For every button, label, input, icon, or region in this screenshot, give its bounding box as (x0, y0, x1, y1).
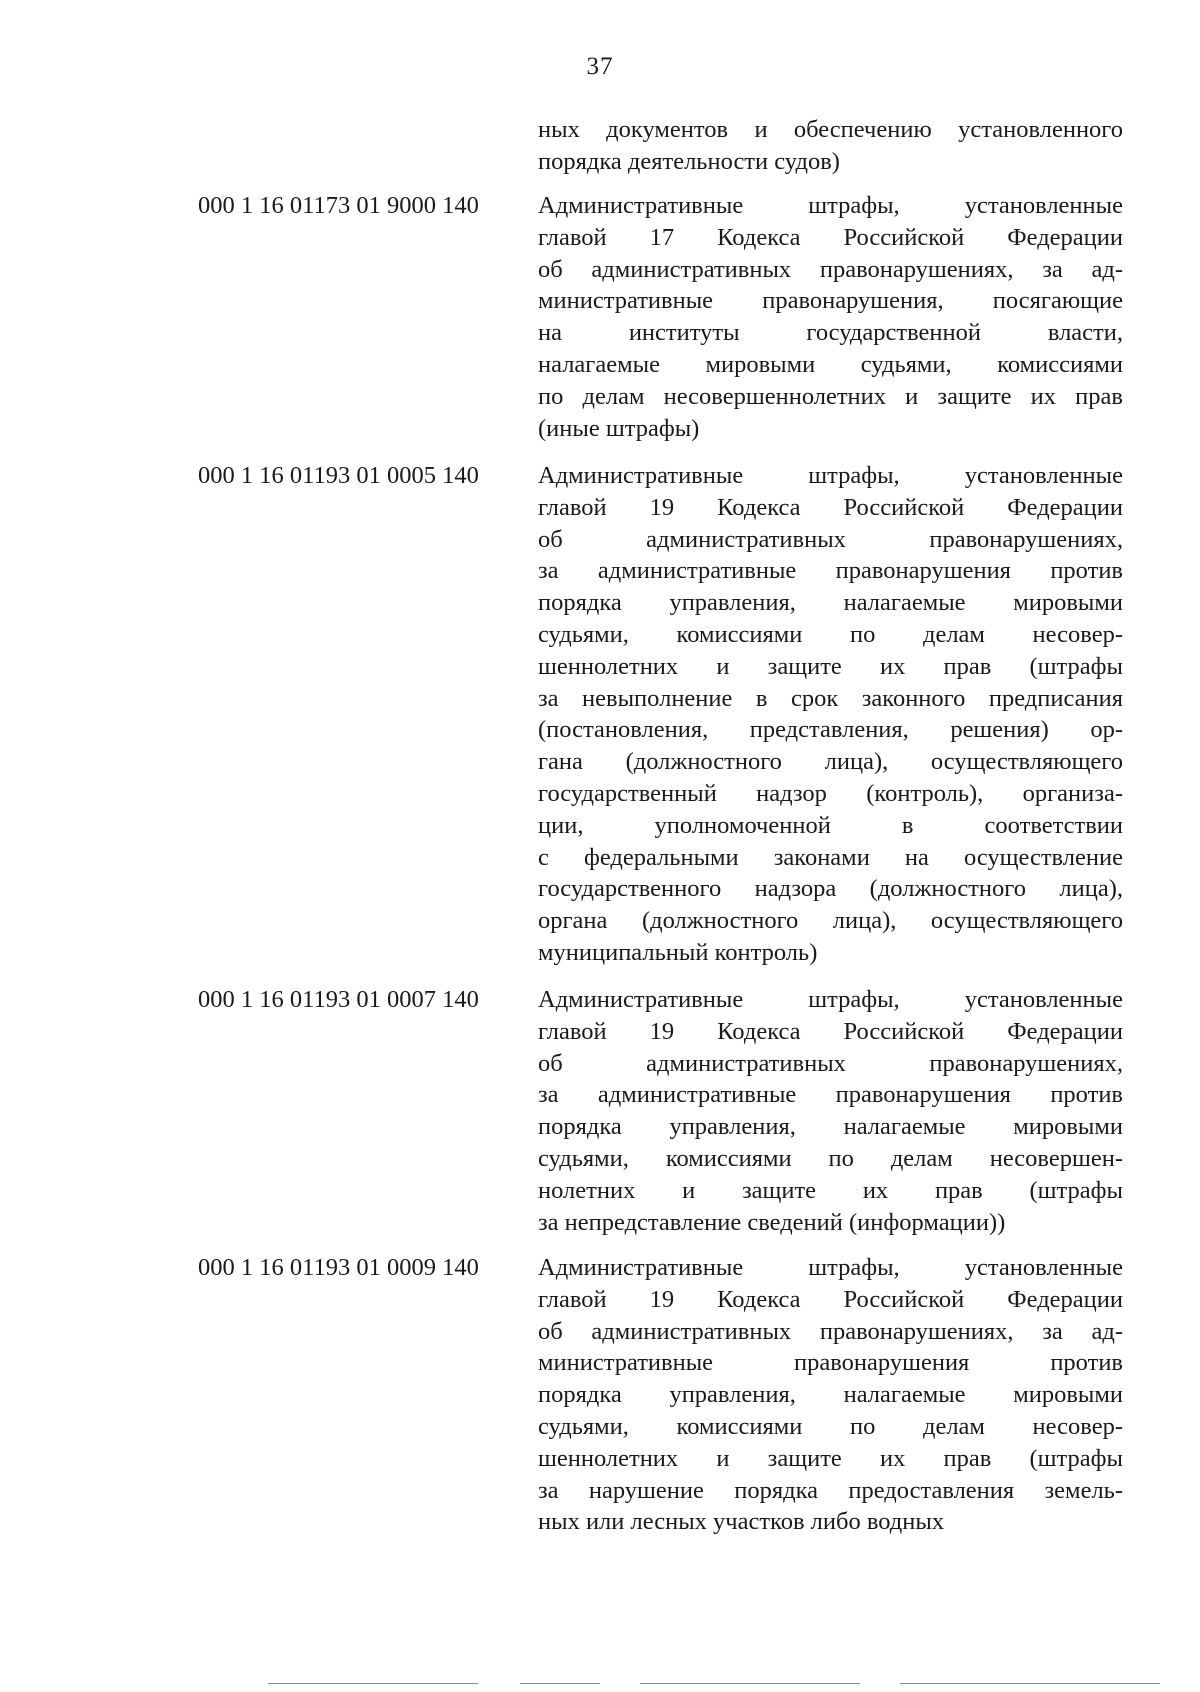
description-line: об административных правонарушениях, за ад- (538, 1317, 1123, 1345)
description-line: за административные правонарушения против (538, 557, 1123, 585)
description-line: государственный надзор (контроль), организа- (538, 779, 1123, 807)
code-description (538, 1252, 1123, 1538)
code-description (538, 190, 1123, 444)
description-line: порядка управления, налагаемые мировыми (538, 589, 1123, 617)
description-line: Административные штрафы, установленные (538, 462, 1123, 489)
scan-artifact-line (640, 1683, 860, 1684)
description-line: об административных правонарушениях, (538, 525, 1123, 553)
scan-artifact-line (268, 1683, 478, 1684)
description-line: налагаемые мировыми судьями, комиссиями (538, 350, 1123, 378)
description-line: (постановления, представления, решения) ор- (538, 716, 1123, 744)
description-line: об административных правонарушениях, (538, 1049, 1123, 1077)
description-line: об административных правонарушениях, за ад- (538, 255, 1123, 283)
budget-code: 000 1 16 01193 01 0007 140 (198, 986, 479, 1013)
description-line: на институты государственной власти, (538, 319, 1123, 347)
code-description (538, 984, 1123, 1238)
description-line: главой 19 Кодекса Российской Федерации (538, 493, 1123, 521)
description-line: муниципальный контроль) (538, 938, 818, 966)
code-description (538, 460, 1123, 969)
budget-code: 000 1 16 01193 01 0005 140 (198, 462, 479, 489)
description-line: Административные штрафы, установленные (538, 1254, 1123, 1281)
description-line: ции, уполномоченной в соответствии (538, 811, 1123, 839)
description-line: ных документов и обеспечению установленного (538, 116, 1123, 143)
description-line: Административные штрафы, установленные (538, 986, 1123, 1013)
page-number: 37 (586, 53, 614, 80)
description-line: судьями, комиссиями по делам несовер- (538, 1412, 1123, 1440)
description-line: порядка управления, налагаемые мировыми (538, 1381, 1123, 1409)
description-line: министративные правонарушения, посягающие (538, 287, 1123, 315)
description-line: министративные правонарушения против (538, 1349, 1123, 1377)
description-line: за невыполнение в срок законного предписания (538, 684, 1123, 712)
description-line: нолетних и защите их прав (штрафы (538, 1176, 1123, 1204)
description-line: гана (должностного лица), осуществляющего (538, 748, 1123, 776)
description-line: с федеральными законами на осуществление (538, 843, 1123, 871)
description-line: шеннолетних и защите их прав (штрафы (538, 652, 1123, 680)
description-line: шеннолетних и защите их прав (штрафы (538, 1444, 1123, 1472)
description-line: за административные правонарушения против (538, 1081, 1123, 1109)
description-line: ных или лесных участков либо водных (538, 1508, 945, 1536)
description-line: по делам несовершеннолетних и защите их прав (538, 382, 1123, 410)
scan-artifact-line (900, 1683, 1160, 1684)
description-line: (иные штрафы) (538, 414, 700, 442)
description-line: судьями, комиссиями по делам несовершен- (538, 1144, 1123, 1172)
description-line: порядка управления, налагаемые мировыми (538, 1113, 1123, 1141)
scan-artifact-line (520, 1683, 600, 1684)
description-line: главой 19 Кодекса Российской Федерации (538, 1285, 1123, 1313)
description-line: органа (должностного лица), осуществляющего (538, 907, 1123, 935)
budget-code: 000 1 16 01173 01 9000 140 (198, 192, 479, 219)
description-line: за нарушение порядка предоставления земель- (538, 1476, 1123, 1504)
description-line: главой 19 Кодекса Российской Федерации (538, 1017, 1123, 1045)
description-line: порядка деятельности судов) (538, 147, 840, 175)
description-line: государственного надзора (должностного лица), (538, 875, 1123, 903)
description-line: за непредставление сведений (информации)) (538, 1208, 1006, 1236)
budget-code: 000 1 16 01193 01 0009 140 (198, 1254, 479, 1281)
description-line: главой 17 Кодекса Российской Федерации (538, 223, 1123, 251)
description-line: судьями, комиссиями по делам несовер- (538, 620, 1123, 648)
description-line: Административные штрафы, установленные (538, 192, 1123, 219)
continuation-text (538, 114, 1123, 178)
